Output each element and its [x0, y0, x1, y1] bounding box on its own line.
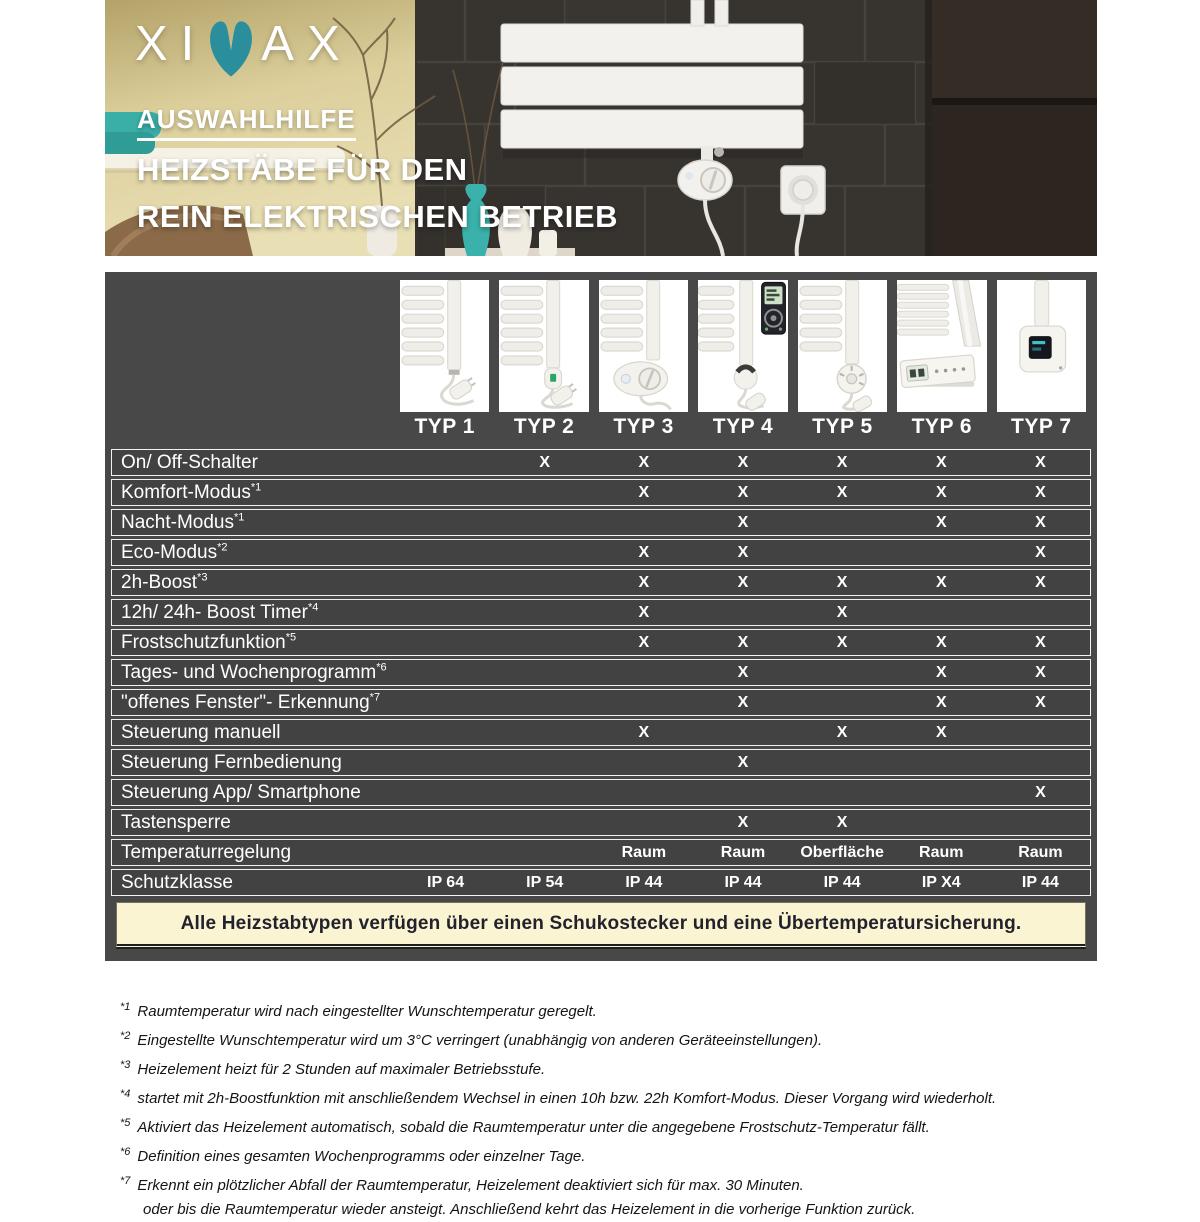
check-mark-cell: X	[836, 484, 848, 501]
footnote-item	[120, 1024, 1140, 1053]
feature-label: Frostschutzfunktion$^{*5}$	[121, 631, 297, 653]
table-row	[111, 869, 1091, 896]
footnote-item	[120, 1111, 1140, 1140]
feature-label: On/ Off-Schalter	[121, 452, 258, 473]
product-photo-typ7	[997, 280, 1086, 412]
footnote-marker: *3	[120, 1059, 131, 1071]
check-mark-cell: X	[1035, 664, 1046, 681]
check-mark-cell: X	[836, 454, 848, 471]
footnote-text: startet mit 2h-Boostfunktion mit anschließendem Wechsel in einen 10h bzw. 22h Komfort-Modus. Dieser Vorgang wird wiederholt.	[137, 1090, 997, 1107]
footnote-text: oder bis die Raumtemperatur wieder ansteigt. Anschließend kehrt das Heizelement in die vorherige Funktion zurück.	[143, 1201, 916, 1218]
check-mark-cell: X	[737, 664, 749, 681]
check-mark-cell: X	[836, 814, 848, 831]
feature-label: Steuerung App/ Smartphone	[121, 782, 361, 803]
logo-text-post: AX	[261, 17, 353, 71]
feature-label: 2h-Boost$^{*3}$	[121, 571, 208, 593]
footnote-text: Aktiviert das Heizelement automatisch, sobald die Raumtemperatur unter die angegebene Frostschutz-Temperatur fällt.	[137, 1119, 930, 1136]
feature-label: Nacht-Modus$^{*1}$	[121, 511, 245, 533]
check-mark-cell: X	[935, 694, 947, 711]
feature-label: Steuerung manuell	[121, 722, 281, 743]
footnotes	[120, 995, 1140, 1222]
footnote-item	[120, 1169, 1140, 1198]
check-mark-cell: X	[1035, 694, 1046, 711]
hero-banner	[105, 0, 1097, 256]
check-mark-cell: X	[935, 484, 947, 501]
check-mark-cell: X	[935, 724, 947, 741]
table-row	[111, 809, 1091, 836]
footnote-marker: *5	[285, 631, 297, 644]
feature-label: Schutzklasse	[121, 872, 233, 893]
table-row	[111, 629, 1091, 656]
typ-label: TYP 3	[613, 415, 674, 438]
footnote-marker: *1	[250, 481, 262, 494]
check-mark-cell: X	[836, 724, 848, 741]
check-mark-cell: X	[638, 484, 650, 501]
product-photo-typ6	[897, 280, 986, 412]
check-mark-cell: X	[1035, 514, 1046, 531]
feature-label: Eco-Modus$^{*2}$	[121, 541, 228, 563]
footnote-marker: *2	[217, 541, 228, 554]
typ-label: TYP 6	[911, 415, 973, 438]
value-cell: IP 44	[823, 874, 861, 891]
table-row	[111, 749, 1091, 776]
product-photo-typ5	[798, 280, 887, 412]
check-mark-cell: X	[638, 574, 650, 591]
footnote-marker: *7	[369, 691, 381, 704]
table-row	[111, 839, 1091, 866]
footnote-marker: *7	[120, 1175, 131, 1187]
footnote-item	[120, 995, 1140, 1024]
check-mark-cell: X	[935, 634, 947, 651]
footnote-text: Definition eines gesamten Wochenprogramms oder einzelner Tage.	[137, 1148, 586, 1165]
value-cell: IP 54	[526, 874, 564, 891]
table-row	[111, 689, 1091, 716]
value-cell: IP 64	[427, 874, 465, 891]
table-row	[111, 779, 1091, 806]
product-column-typ1	[395, 280, 494, 439]
footnote-marker: *1	[120, 1001, 131, 1013]
value-cell: Raum	[621, 844, 667, 861]
check-mark-cell: X	[737, 484, 749, 501]
product-header-row	[111, 280, 1091, 439]
check-mark-cell: X	[737, 544, 749, 561]
check-mark-cell: X	[638, 544, 650, 561]
check-mark-cell: X	[1035, 544, 1046, 561]
table-row	[111, 569, 1091, 596]
feature-label: 12h/ 24h- Boost Timer$^{*4}$	[121, 601, 319, 623]
check-mark-cell: X	[935, 454, 947, 471]
check-mark-cell: X	[737, 694, 749, 711]
kicker-heading: AUSWAHLHILFE	[137, 104, 356, 141]
footnote-marker: *6	[120, 1146, 131, 1158]
table-row	[111, 479, 1091, 506]
check-mark-cell: X	[638, 724, 650, 741]
check-mark-cell: X	[1035, 634, 1046, 651]
logo-text-pre: XI	[135, 17, 208, 71]
footnote-marker: *3	[197, 571, 208, 584]
table-row	[111, 599, 1091, 626]
table-row	[111, 509, 1091, 536]
check-mark-cell: X	[638, 454, 650, 471]
ximax-logo	[135, 17, 353, 79]
footnote-marker: *2	[120, 1030, 131, 1042]
check-mark-cell: X	[836, 634, 848, 651]
value-cell: IP X4	[921, 874, 961, 891]
product-photo-typ2	[499, 280, 588, 412]
check-mark-cell: X	[935, 514, 947, 531]
check-mark-cell: X	[737, 574, 749, 591]
page-title	[137, 146, 618, 240]
comparison-table	[105, 272, 1097, 961]
check-mark-cell: X	[836, 604, 848, 621]
check-mark-cell: X	[1035, 574, 1046, 591]
feature-rows	[111, 449, 1091, 896]
value-cell: Raum	[720, 844, 766, 861]
typ-label: TYP 1	[414, 415, 475, 438]
feature-label: Komfort-Modus$^{*1}$	[121, 481, 262, 503]
footnote-item	[120, 1053, 1140, 1082]
check-mark-cell: X	[737, 634, 749, 651]
footnote-marker: *1	[234, 511, 245, 524]
value-cell: Raum	[1018, 844, 1063, 861]
typ-label: TYP 7	[1011, 415, 1072, 438]
table-row	[111, 659, 1091, 686]
value-cell: Raum	[919, 844, 964, 861]
check-mark-cell: X	[539, 454, 551, 471]
check-mark-cell: X	[935, 574, 947, 591]
check-mark-cell: X	[737, 454, 749, 471]
table-row	[111, 449, 1091, 476]
typ-label: TYP 4	[712, 415, 774, 438]
product-column-typ6	[892, 280, 991, 439]
check-mark-cell: X	[935, 664, 947, 681]
value-cell: IP 44	[625, 874, 663, 891]
product-column-typ2	[494, 280, 593, 439]
ximax-drop-icon	[203, 15, 259, 79]
product-column-typ5	[793, 280, 892, 439]
product-column-typ3	[594, 280, 693, 439]
table-row	[111, 719, 1091, 746]
footnote-text: Erkennt ein plötzlicher Abfall der Raumtemperatur, Heizelement deaktiviert sich für max. 30 Minuten.	[137, 1177, 804, 1194]
footnote-text: Raumtemperatur wird nach eingestellter Wunschtemperatur geregelt.	[137, 1003, 597, 1020]
typ-label: TYP 2	[513, 415, 575, 438]
check-mark-cell: X	[737, 514, 749, 531]
check-mark-cell: X	[638, 604, 650, 621]
product-photo-typ3	[599, 280, 688, 412]
feature-label: Steuerung Fernbedienung	[121, 752, 342, 773]
feature-label: Tages- und Wochenprogramm$^{*6}$	[121, 661, 387, 683]
footnote-marker: *4	[120, 1088, 131, 1100]
footnote-item	[120, 1198, 1140, 1222]
check-mark-cell: X	[1035, 454, 1046, 471]
feature-label: "offenes Fenster"- Erkennung$^{*7}$	[121, 691, 381, 713]
check-mark-cell: X	[836, 574, 848, 591]
product-column-typ4	[693, 280, 792, 439]
check-mark-cell: X	[1035, 784, 1046, 801]
feature-label: Tastensperre	[121, 812, 231, 833]
note-banner: Alle Heizstabtypen verfügen über einen Schukostecker und eine Übertemperatursicherung.	[116, 902, 1086, 949]
footnote-marker: *5	[120, 1117, 131, 1129]
check-mark-cell: X	[638, 634, 650, 651]
footnote-item	[120, 1140, 1140, 1169]
product-photo-typ1	[400, 280, 489, 412]
page-title-line2: REIN ELEKTRISCHEN BETRIEB	[137, 199, 618, 234]
footnote-item	[120, 1082, 1140, 1111]
value-cell: Oberfläche	[800, 844, 884, 861]
footnote-text: Eingestellte Wunschtemperatur wird um 3°C verringert (unabhängig von anderen Geräteeinstellungen).	[137, 1032, 823, 1049]
typ-label: TYP 5	[812, 415, 873, 438]
value-cell: IP 44	[1021, 874, 1059, 891]
footnote-marker: *4	[307, 601, 319, 614]
check-mark-cell: X	[1035, 484, 1046, 501]
footnote-marker: *6	[376, 661, 387, 674]
check-mark-cell: X	[737, 814, 749, 831]
page-title-line1: HEIZSTÄBE FÜR DEN	[137, 152, 468, 187]
feature-label: Temperaturregelung	[121, 842, 292, 863]
product-column-typ7	[992, 280, 1091, 439]
value-cell: IP 44	[724, 874, 762, 891]
footnote-text: Heizelement heizt für 2 Stunden auf maximaler Betriebsstufe.	[137, 1061, 546, 1078]
check-mark-cell: X	[737, 754, 749, 771]
product-photo-typ4	[698, 280, 787, 412]
table-row	[111, 539, 1091, 566]
